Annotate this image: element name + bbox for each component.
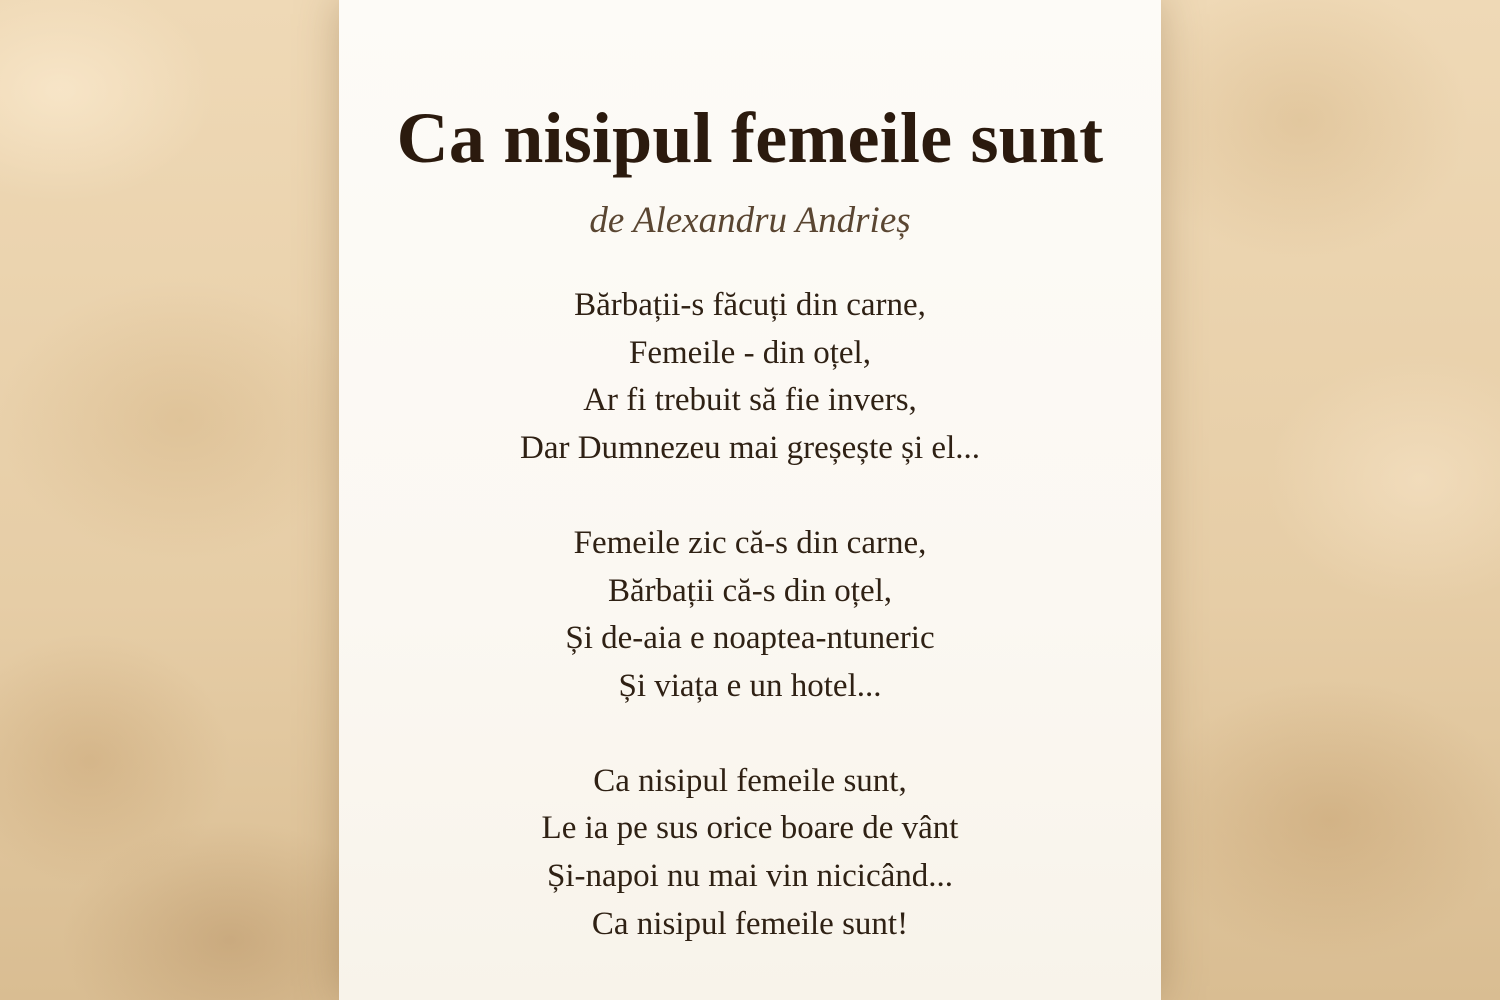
poem-line: Le ia pe sus orice boare de vânt	[541, 810, 959, 847]
stanza	[339, 758, 1161, 949]
poem-line: Ar fi trebuit să fie invers,	[583, 382, 917, 419]
poem-page	[339, 0, 1161, 1000]
poem-line: Ca nisipul femeile sunt!	[591, 905, 909, 942]
poem-line: Și de-aia e noaptea-ntuneric	[565, 620, 935, 657]
poem-line: Ca nisipul femeile sunt,	[593, 762, 907, 799]
poem-title: Ca nisipul femeile sunt	[396, 98, 1104, 178]
poem-line: Femeile - din oțel,	[629, 334, 871, 371]
poem-author: de Alexandru Andrieș	[589, 200, 911, 241]
stanza	[339, 520, 1161, 711]
poem-body	[339, 282, 1161, 995]
poem-line: Bărbații-s făcuți din carne,	[574, 287, 926, 323]
poem-line: Dar Dumnezeu mai greșește și el...	[519, 430, 980, 467]
stanza	[339, 282, 1161, 473]
poem-line: Bărbații că-s din oțel,	[607, 572, 893, 609]
poem-line: Și viața e un hotel...	[618, 667, 882, 704]
poem-line: Și-napoi nu mai vin nicicând...	[546, 858, 953, 895]
poem-line: Femeile zic că-s din carne,	[573, 524, 927, 561]
